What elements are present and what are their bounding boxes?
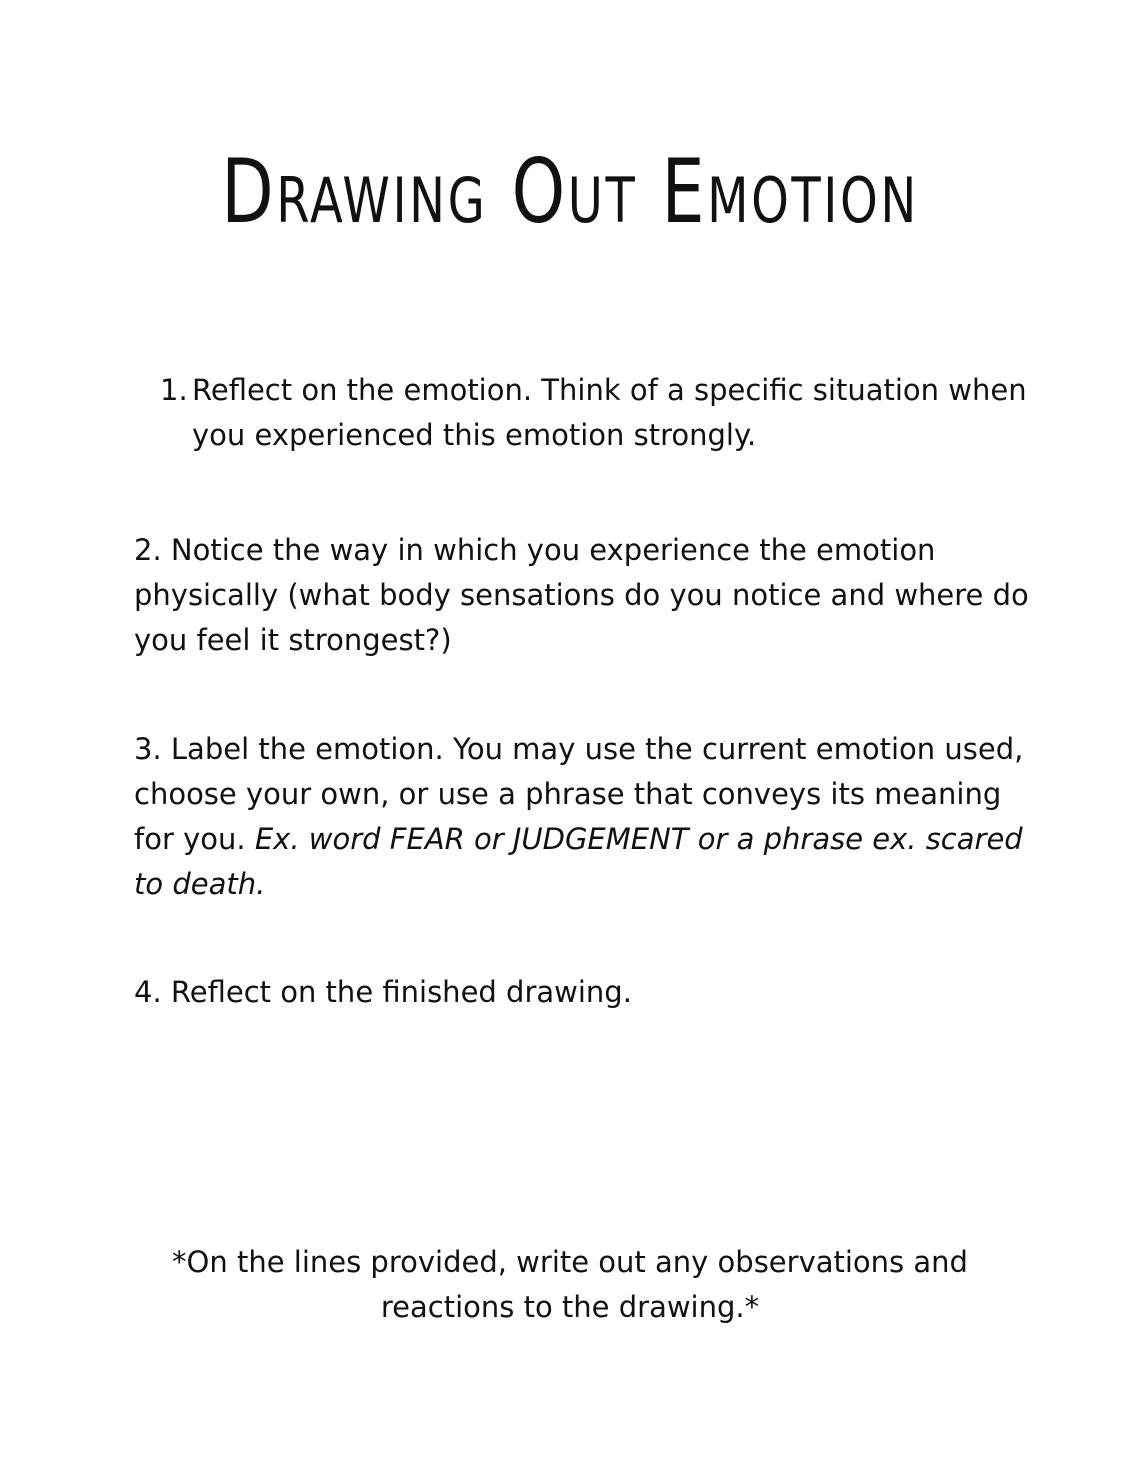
step-3-text: Label the emotion. You may use the current emotion used, choose your own, or use a phrase that conveys its meaning for you. xyxy=(134,732,1024,856)
footer-note: *On the lines provided, write out any observations and reactions to the drawing.* xyxy=(172,1245,968,1324)
step-4-text: Reflect on the finished drawing. xyxy=(170,975,632,1009)
step-2-number: 2. xyxy=(134,533,162,567)
step-1-text: Reflect on the emotion. Think of a specific situation when you experienced this emotion strongly. xyxy=(192,373,1027,452)
step-2-text: Notice the way in which you experience the emotion physically (what body sensations do you notice and where do you feel it strongest?) xyxy=(134,533,1029,657)
step-2 xyxy=(134,528,1034,663)
step-1-number: 1. xyxy=(160,373,188,407)
step-3-number: 3. xyxy=(134,732,162,766)
step-4-number: 4. xyxy=(134,975,162,1009)
step-4 xyxy=(134,970,1034,1015)
step-3 xyxy=(134,727,1034,907)
page-title: Drawing Out Emotion xyxy=(221,140,919,243)
step-3-example: Ex. word FEAR or JUDGEMENT or a phrase ex. scared to death. xyxy=(134,822,1023,901)
step-1 xyxy=(160,368,1040,458)
